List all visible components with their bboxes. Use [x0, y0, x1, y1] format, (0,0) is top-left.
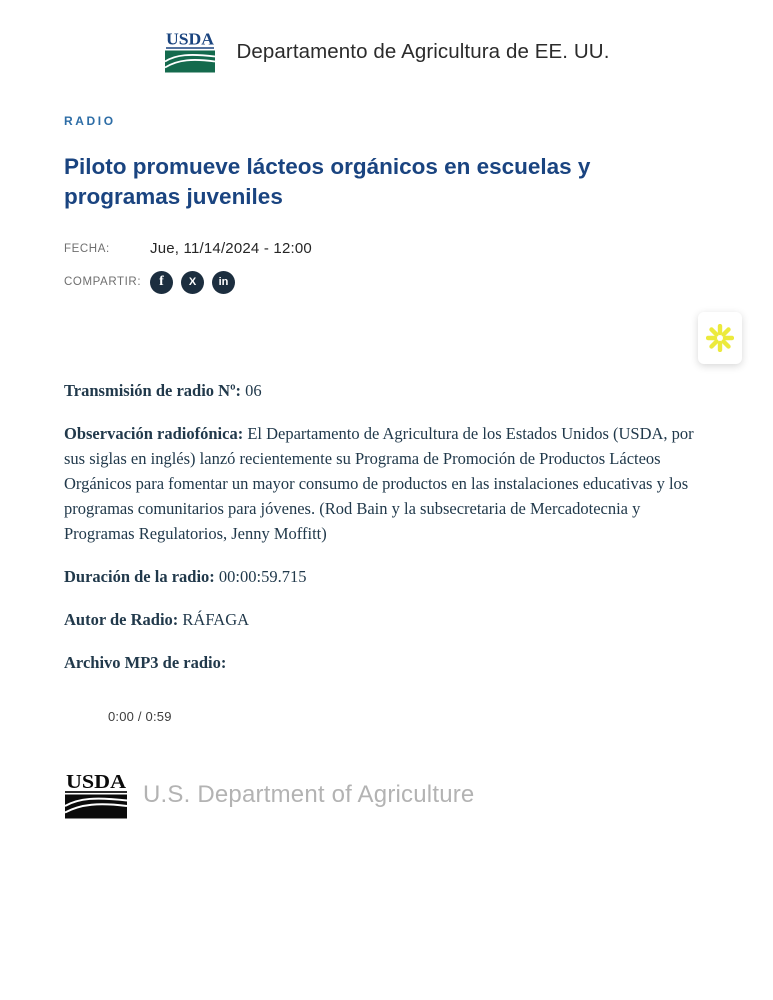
usda-logo-footer-icon — [64, 771, 128, 819]
field-duration-label: Duración de la radio: — [64, 567, 215, 587]
share-row — [64, 271, 710, 294]
usda-logo-footer[interactable] — [64, 771, 128, 819]
field-author-value: RÁFAGA — [182, 610, 250, 630]
audio-player[interactable] — [64, 701, 710, 731]
article-body — [64, 378, 710, 676]
field-remark-value: El Departamento de Agricultura de los Estados Unidos (USDA, por sus siglas en inglés) lanzó recientemente su Programa de Promoción de Productos Lácteos Orgánicos para fomentar un mayor consumo de productos en las instalaciones educativas y los programas comunitarios para jóvenes. (Rod Bain y la subsecretaria de Mercadotecnia y Programas Regulatorios, Jenny Moffitt) — [64, 423, 694, 544]
usda-logo-header-icon — [164, 30, 216, 74]
article-main — [64, 114, 710, 731]
x-twitter-icon[interactable]: X — [181, 271, 204, 294]
linkedin-icon[interactable]: in — [212, 271, 235, 294]
field-broadcast-number — [64, 378, 710, 403]
share-icons — [150, 271, 235, 294]
yellow-asterisk-icon — [706, 324, 734, 352]
accessibility-widget-button[interactable] — [698, 312, 742, 364]
share-label: COMPARTIR: — [64, 276, 142, 289]
field-mp3-file-label: Archivo MP3 de radio: — [64, 653, 227, 673]
date-value: Jue, 11/14/2024 - 12:00 — [150, 240, 312, 258]
date-label: FECHA: — [64, 242, 110, 255]
field-author — [64, 607, 710, 632]
footer-agency-name: U.S. Department of Agriculture — [143, 781, 475, 809]
usda-logo-footer-text: USDA — [66, 771, 127, 794]
field-broadcast-number-label: Transmisión de radio Nº: — [64, 380, 242, 400]
site-header — [0, 0, 773, 74]
field-duration — [64, 564, 710, 589]
audio-time-display: 0:00 / 0:59 — [108, 708, 172, 724]
field-broadcast-number-value: 06 — [245, 380, 262, 400]
facebook-icon[interactable]: f — [150, 271, 173, 294]
usda-logo-header[interactable] — [164, 30, 216, 74]
field-duration-value: 00:00:59.715 — [218, 567, 307, 587]
date-row — [64, 238, 710, 260]
site-footer — [64, 771, 773, 819]
usda-logo-text: USDA — [165, 30, 215, 49]
field-author-label: Autor de Radio: — [64, 610, 179, 630]
field-mp3-file — [64, 650, 710, 675]
article-title: Piloto promueve lácteos orgánicos en escuelas y programas juveniles — [64, 154, 591, 210]
field-remark-label: Observación radiofónica: — [64, 423, 244, 443]
header-agency-name: Departamento de Agricultura de EE. UU. — [236, 40, 610, 63]
field-remark — [64, 421, 710, 546]
article-category-label: RADIO — [64, 114, 116, 128]
